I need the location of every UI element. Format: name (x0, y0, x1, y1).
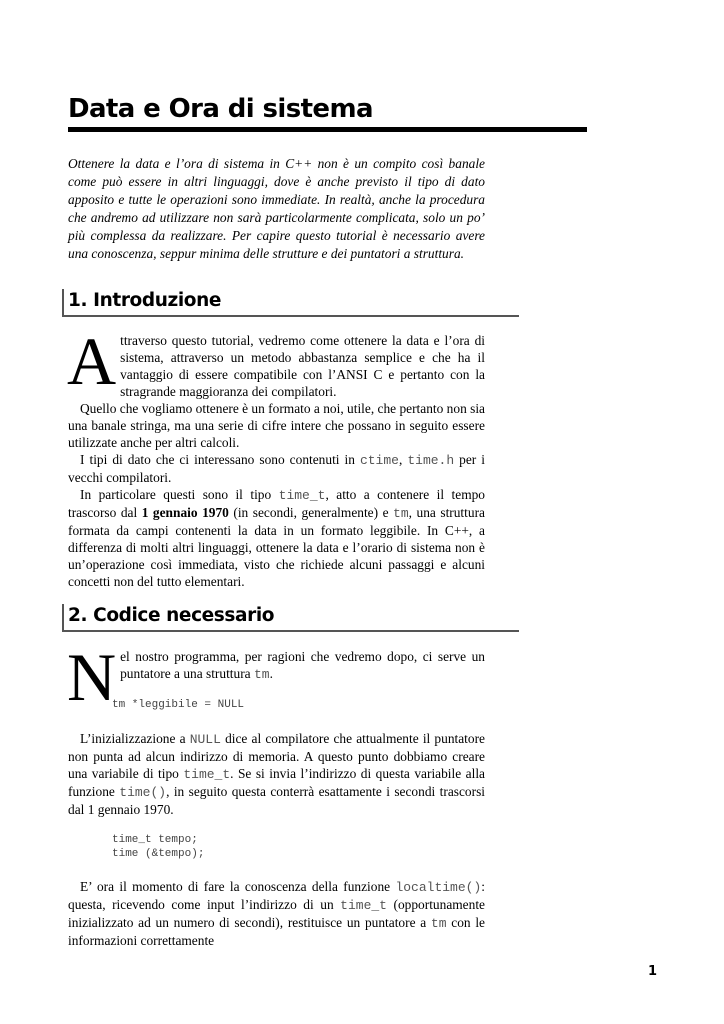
code-block-1: tm *leggibile = NULL (112, 699, 245, 711)
page-number: 1 (648, 964, 658, 979)
inline-code: time_t (340, 898, 387, 913)
section-2-rule (62, 630, 519, 632)
abstract: Ottenere la data e l’ora di sistema in C++ non è un compito così banale come può essere in altri linguaggi, dove è anche previsto il tipo di dato apposito e tutte le operazioni sono immediate. In realtà, anche la procedura che andremo ad utilizzare non sarà particolarmente complicata, solo un po’ più complessa da realizzare. Per capire questo tutorial è necessario avere una conoscenza, seppur minima delle strutture e dei puntatori a struttura. (68, 156, 485, 261)
section-2-continued (68, 878, 485, 949)
inline-code: tm (393, 506, 409, 521)
section-1-rule (62, 315, 519, 317)
bold-date: 1 gennaio 1970 (141, 505, 229, 520)
page-title: Data e Ora di sistema (68, 94, 373, 124)
section-1-dropcap: A (67, 323, 117, 399)
section-1-paragraph-4: In particolare questi sono il tipo time_t, atto a contenere il tempo trascorso dal 1 gennaio 1970 (in secondi, generalmente) e tm, una struttura formata da campi contenenti la data in un formato leggibile. In C++, a differenza di molti altri linguaggi, ottenere la data e l’orario di sistema non è un’operazione così immediata, visto che richiede alcuni passaggi e alcuni concetti non del tutto elementari. (68, 487, 486, 589)
section-2-body (68, 730, 485, 818)
inline-code: time_t (183, 767, 231, 782)
inline-code: tm (253, 667, 270, 682)
section-1-body (67, 323, 486, 590)
section-2-tick (62, 604, 64, 630)
section-2-paragraph-1: Nel nostro programma, per ragioni che vedremo dopo, ci serve un puntatore a una struttura tm. (67, 639, 485, 715)
inline-code: time.h (407, 453, 455, 468)
section-2-dropcap: N (67, 639, 117, 715)
section-2-paragraph-2: L’inizializzazione a NULL dice al compilatore che attualmente il puntatore non punta ad alcun indirizzo di memoria. A questo punto dobbiamo creare una variabile di tipo time_t. Se si invia l’indirizzo di questa variabile alla funzione time(), in seguito questa conterrà esattamente i secondi trascorsi dal 1 gennaio 1970. (68, 731, 486, 817)
inline-code: ctime (359, 453, 399, 468)
code-block-2: time_t tempo; time (&tempo); (112, 834, 205, 860)
inline-code: time_t (278, 488, 326, 503)
inline-code: localtime() (395, 880, 482, 895)
inline-code: NULL (189, 732, 221, 747)
section-1-paragraph-1: Attraverso questo tutorial, vedremo come ottenere la data e l’ora di sistema, attraverso un metodo abbastanza semplice e che ha il vantaggio di essere compatibile con l’ANSI C e pertanto con la stragrande maggioranza dei compilatori. (67, 323, 485, 399)
section-1-paragraph-2: Quello che vogliamo ottenere è un formato a noi, utile, che pertanto non sia una banale stringa, ma una serie di cifre intere che possano in seguito essere utilizzate anche per altri calcoli. (68, 401, 485, 450)
inline-code: tm (430, 916, 447, 931)
section-1-title: 1. Introduzione (68, 290, 222, 311)
title-rule (68, 127, 587, 132)
section-2-paragraph-3: E’ ora il momento di fare la conoscenza della funzione localtime(): questa, ricevendo come input l’indirizzo di un time_t (opportunamente inizializzato ad un numero di secondi), restituisce un puntatore a tm con le informazioni correttamente (68, 879, 485, 948)
section-1-paragraph-3: I tipi di dato che ci interessano sono contenuti in ctime, time.h per i vecchi compilatori. (68, 452, 486, 485)
section-1-tick (62, 289, 64, 315)
section-2-title: 2. Codice necessario (68, 605, 275, 626)
inline-code: time() (119, 785, 167, 800)
